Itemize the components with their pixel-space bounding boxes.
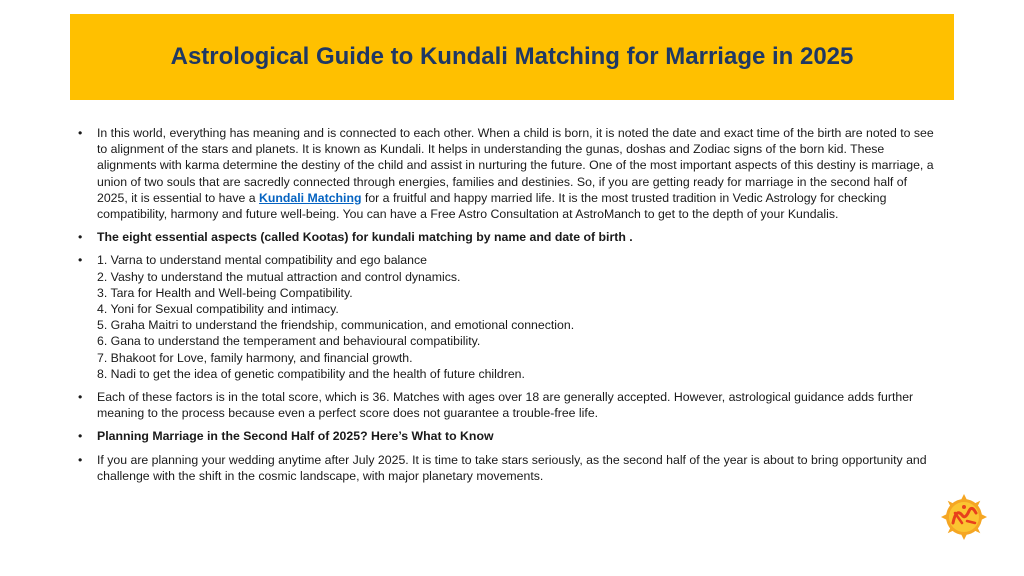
- title-band: [70, 14, 954, 100]
- bullet-intro: [78, 125, 940, 222]
- koota-item: 3. Tara for Health and Well-being Compatibility.: [97, 285, 353, 300]
- koota-item: 2. Vashy to understand the mutual attraction and control dynamics.: [97, 269, 461, 284]
- bullet-dot: •: [78, 253, 83, 268]
- koota-item: 6. Gana to understand the temperament and behavioural compatibility.: [97, 334, 481, 349]
- bullet-dot: •: [78, 230, 83, 245]
- kundali-matching-link[interactable]: Kundali Matching: [259, 190, 362, 205]
- bullet-dot: •: [78, 126, 83, 140]
- intro-text: [97, 126, 934, 221]
- bullet-dot: •: [78, 429, 83, 444]
- koota-item: 5. Graha Maitri to understand the friendship, communication, and emotional connection.: [97, 318, 575, 333]
- bullet-kootas-heading: [78, 229, 940, 245]
- astromanch-logo-icon: [940, 493, 988, 541]
- intro-text-before: In this world, everything has meaning and is connected to each other. When a child is born, it is noted the date and exact time of the birth are noted to see to alignment of the stars and planets. It is known as Kundali. It helps in understanding the gunas, doshas and Zodiac signs of the born kid. These alignments with karma determine the destiny of the child and assist in nurturing the future. One of the most important aspects of this destiny is marriage, a union of two souls that are sacredly connected through energies, families and destinies. So, if you are getting ready for marriage in the second half of 2025, it is essential to have a: [97, 126, 934, 205]
- planning-heading: Planning Marriage in the Second Half of 2025? Here’s What to Know: [97, 429, 494, 444]
- koota-item: 1. Varna to understand mental compatibility and ego balance: [97, 253, 427, 268]
- koota-item: 7. Bhakoot for Love, family harmony, and financial growth.: [97, 350, 413, 365]
- bullet-score: [78, 389, 940, 421]
- planning-text: If you are planning your wedding anytime after July 2025. It is time to take stars seriously, as the second half of the year is about to bring opportunity and challenge with the shift in the cosmic landscape, with major planetary movements.: [97, 452, 927, 483]
- score-text: Each of these factors is in the total score, which is 36. Matches with ages over 18 are generally accepted. However, astrological guidance adds further meaning to the process because even a perfect score does not guarantee a trouble-free life.: [97, 390, 914, 421]
- slide-title: Astrological Guide to Kundali Matching for Marriage in 2025: [170, 43, 854, 70]
- bullet-kootas-list: [78, 252, 940, 382]
- kootas-heading: The eight essential aspects (called Kootas) for kundali matching by name and date of birth .: [97, 230, 633, 245]
- bullet-dot: •: [78, 452, 83, 467]
- bullet-planning-heading: [78, 428, 940, 444]
- slide-content: [78, 125, 940, 491]
- kootas-list: [97, 252, 940, 382]
- intro-text-after: for a fruitful and happy married life. It is the most trusted tradition in Vedic Astrology for checking compatibility, harmony and future well-being. You can have a Free Astro Consultation at AstroManch to get to the depth of your Kundalis.: [97, 190, 887, 222]
- koota-item: 4. Yoni for Sexual compatibility and intimacy.: [97, 302, 339, 317]
- koota-item: 8. Nadi to get the idea of genetic compatibility and the health of future children.: [97, 366, 525, 381]
- bullet-dot: •: [78, 390, 83, 405]
- bullet-planning: [78, 452, 940, 484]
